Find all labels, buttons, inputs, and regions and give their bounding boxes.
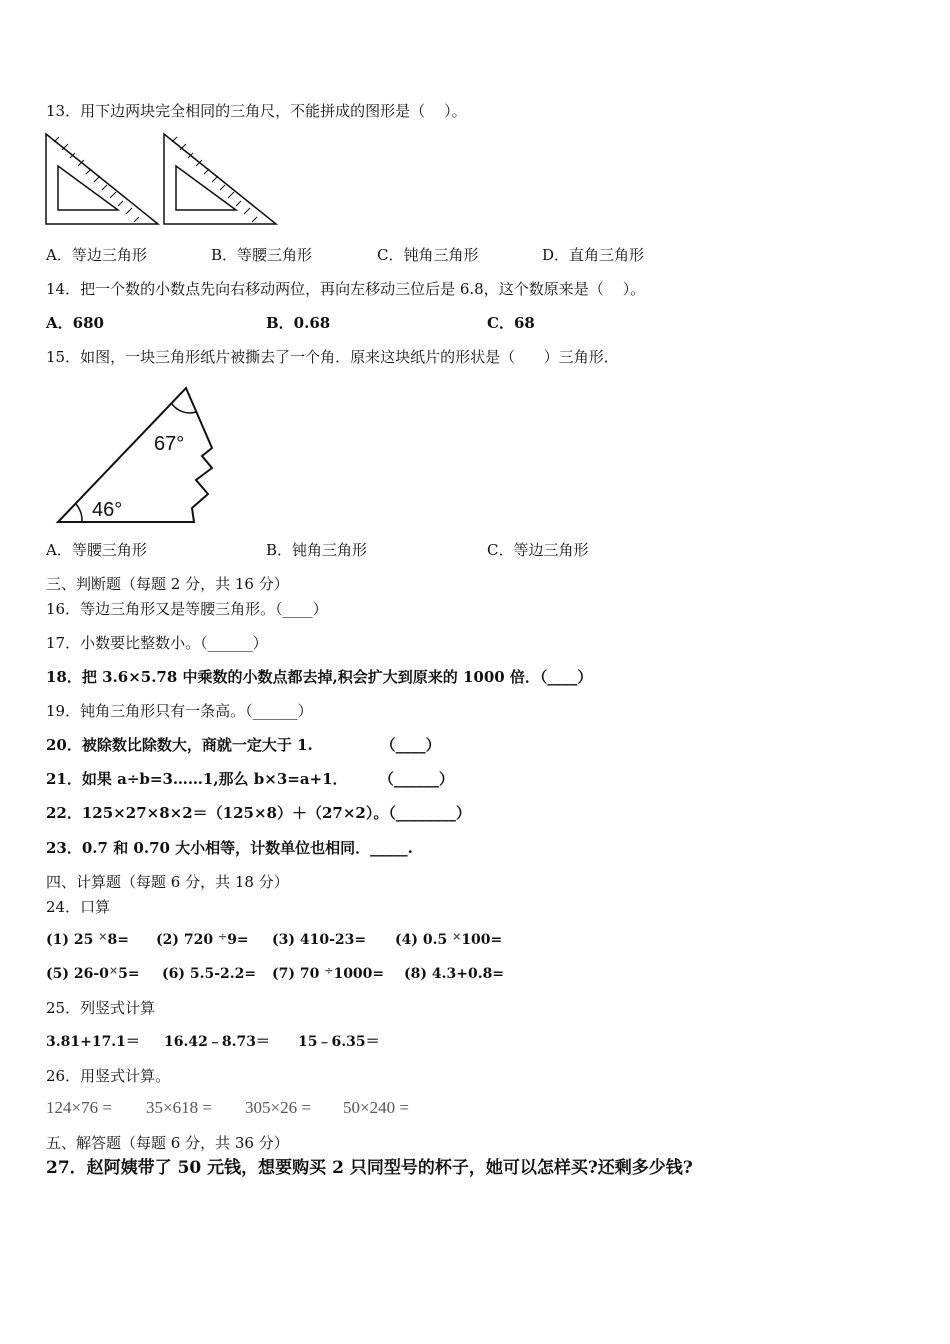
q25-stem: 25．列竖式计算 <box>46 999 156 1017</box>
set-square-figure <box>44 132 280 228</box>
q15-option-c: C．等边三角形 <box>487 541 589 559</box>
q13-option-b: B．等腰三角形 <box>211 246 313 264</box>
q13-option-d: D．直角三角形 <box>542 246 645 264</box>
q15-option-a: A．等腰三角形 <box>46 541 147 559</box>
q20: 20．被除数比除数大，商就一定大于 1. （____） <box>46 736 441 754</box>
q14-option-c: C．68 <box>487 314 535 332</box>
torn-triangle-figure <box>54 384 224 526</box>
q21: 21．如果 a÷b=3……1,那么 b×3=a+1． （______） <box>46 770 454 788</box>
q14-option-a: A．680 <box>46 314 104 332</box>
set-square-left <box>46 134 158 224</box>
q24-item-4: (4) 0.5 ×100= <box>395 930 503 948</box>
q24-stem: 24．口算 <box>46 898 111 916</box>
q27: 27．赵阿姨带了 50 元钱，想要购买 2 只同型号的杯子，她可以怎样买?还剩多少钱? <box>46 1158 693 1178</box>
q15-option-b: B．钝角三角形 <box>266 541 368 559</box>
q23: 23．0.7 和 0.70 大小相等，计数单位也相同．_____. <box>46 839 413 857</box>
q13-option-c: C．钝角三角形 <box>377 246 479 264</box>
q25-item-1: 3.81+17.1＝ <box>46 1034 140 1050</box>
q26-item-2: 35×618 = <box>146 1098 212 1117</box>
q24-item-5: (5) 26-0×5= <box>46 964 140 982</box>
set-square-right <box>164 134 276 224</box>
q19: 19．钝角三角形只有一条高。（______） <box>46 702 313 720</box>
q24-item-3: (3) 410-23= <box>272 932 367 948</box>
q24-item-1: (1) 25 ×8= <box>46 930 129 948</box>
section3-title: 三、判断题（每题 2 分，共 16 分） <box>46 575 289 593</box>
q14-stem: 14．把一个数的小数点先向右移动两位，再向左移动三位后是 6.8，这个数原来是（ ）。 <box>46 280 646 298</box>
q18: 18．把 3.6×5.78 中乘数的小数点都去掉,积会扩大到原来的 1000 倍．（____） <box>46 668 593 686</box>
q24-item-7: (7) 70 ÷1000= <box>272 964 385 982</box>
section4-title: 四、计算题（每题 6 分，共 18 分） <box>46 873 289 891</box>
q26-item-1: 124×76 = <box>46 1098 112 1117</box>
q26-stem: 26．用竖式计算。 <box>46 1067 171 1085</box>
q26-item-4: 50×240 = <box>343 1098 409 1117</box>
q25-item-2: 16.42﹣8.73＝ <box>164 1034 270 1050</box>
q13-stem: 13．用下边两块完全相同的三角尺，不能拼成的图形是（ ）。 <box>46 102 467 120</box>
angle-46-label: 46° <box>92 499 123 521</box>
section5-title: 五、解答题（每题 6 分，共 36 分） <box>46 1134 289 1152</box>
q24-item-8: (8) 4.3+0.8= <box>404 966 505 982</box>
q14-option-b: B．0.68 <box>266 314 331 332</box>
q24-item-2: (2) 720 ÷9= <box>156 930 249 948</box>
q22: 22．125×27×8×2＝（125×8）＋（27×2）。（________） <box>46 804 471 822</box>
q26-item-3: 305×26 = <box>245 1098 311 1117</box>
q13-option-a: A．等边三角形 <box>46 246 147 264</box>
q25-item-3: 15﹣6.35＝ <box>298 1034 380 1050</box>
q24-item-6: (6) 5.5-2.2= <box>162 966 257 982</box>
q16: 16．等边三角形又是等腰三角形。（____） <box>46 600 328 618</box>
angle-67-label: 67° <box>154 433 185 455</box>
q17: 17．小数要比整数小。（______） <box>46 634 268 652</box>
q15-stem: 15．如图，一块三角形纸片被撕去了一个角．原来这块纸片的形状是（ ）三角形． <box>46 348 619 366</box>
